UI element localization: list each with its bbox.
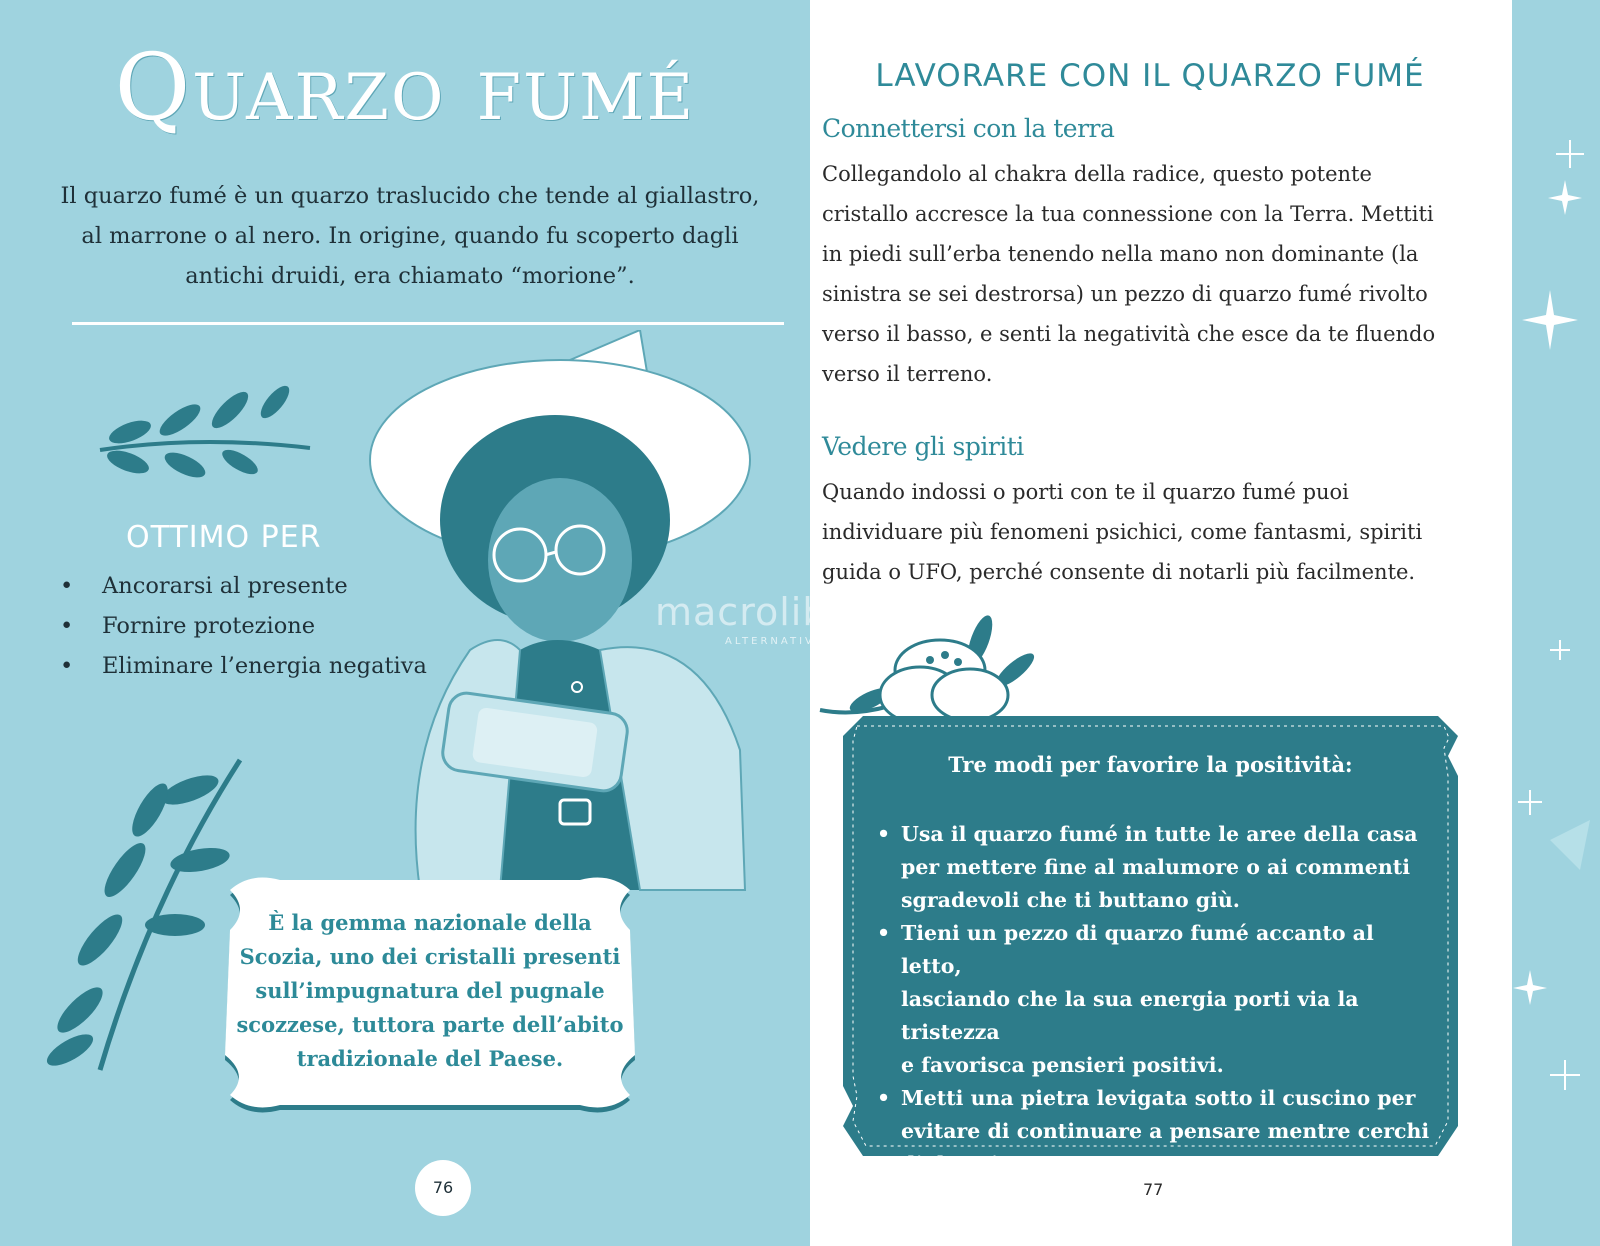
page-title: Quarzo fumé [114, 34, 696, 141]
tips-title: Tre modi per favorire la positività: [948, 752, 1353, 777]
tips-box [843, 716, 1458, 1176]
page-number-left: 76 [415, 1160, 471, 1216]
tips-list [873, 818, 1433, 1181]
watermark-tagline: ALTERNATIVA NATURALE [725, 636, 907, 647]
list-item: • Metti una pietra levigata sotto il cuscino per evitare di continuare a pensare mentre cerchi di dormire. [877, 1086, 1430, 1176]
list-item: • Tieni un pezzo di quarzo fumé accanto al letto, lasciando che la sua energia porti via la tristezza e favorisca pensieri positivi. [877, 921, 1374, 1077]
subheading-spirits: Vedere gli spiriti [822, 432, 1024, 461]
page-number-right: 77 [1143, 1180, 1164, 1199]
section-title: LAVORARE CON IL QUARZO FUMÉ [875, 58, 1425, 94]
paragraph-spirits: Quando indossi o porti con te il quarzo fumé puoi individuare più fenomeni psichici, come fantasmi, spiriti guida o UFO, perché consente di notarli più facilmente. [822, 480, 1423, 584]
best-for-list [60, 566, 427, 686]
list-item: • Usa il quarzo fumé in tutte le aree della casa per mettere fine al malumore o ai commenti sgradevoli che ti buttano giù. [877, 822, 1418, 912]
intro-paragraph: Il quarzo fumé è un quarzo traslucido che tende al giallastro, al marrone o al nero. In origine, quando fu scoperto dagli antichi druidi, era chiamato “morione”. [60, 183, 760, 289]
subheading-earth: Connettersi con la terra [822, 114, 1115, 143]
fact-text: È la gemma nazionale della Scozia, uno dei cristalli presenti sull’impugnatura del pugnale scozzese, tuttora parte dell’abito tradizionale del Paese. [236, 910, 624, 1071]
list-item: • Ancorarsi al presente [60, 573, 348, 599]
divider-line [72, 322, 784, 325]
list-item: • Fornire protezione [60, 613, 316, 639]
paragraph-earth: Collegandolo al chakra della radice, questo potente cristallo accresce la tua connessione con la Terra. Mettiti in piedi sull’erba tenendo nella mano non dominante (la sinistra se sei destrorsa) un pezzo di quarzo fumé rivolto verso il basso, e senti la negatività che esce da te fluendo verso il terreno. [822, 162, 1436, 386]
sparkle-icon [1490, 0, 1600, 1246]
watermark: macrolibrarsi [655, 590, 918, 634]
list-item: • Eliminare l’energia negativa [60, 653, 427, 679]
fact-box [190, 870, 670, 1115]
best-for-heading: OTTIMO PER [126, 520, 322, 555]
